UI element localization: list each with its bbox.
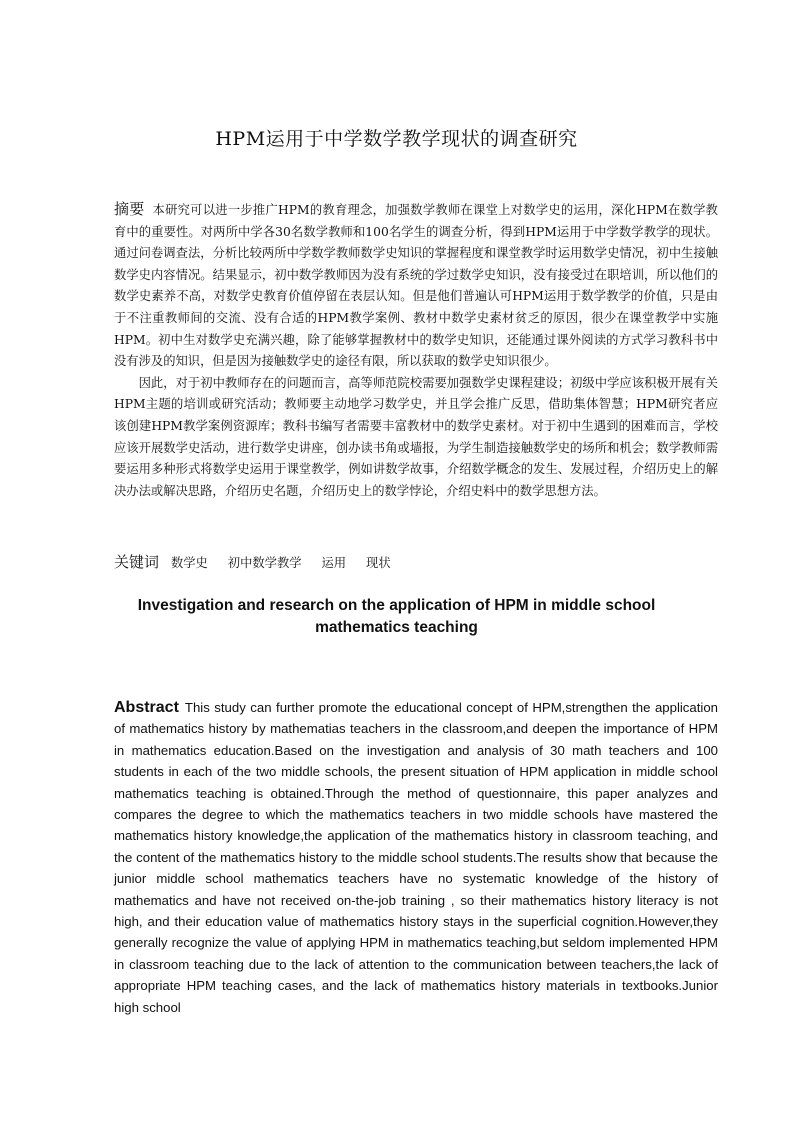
keyword-item: 初中数学教学 (227, 556, 302, 570)
english-title: Investigation and research on the application of HPM in middle school mathematics teaching (137, 597, 656, 636)
chinese-abstract-paragraph-2: 因此，对于初中教师存在的问题而言，高等师范院校需要加强数学史课程建设；初级中学应该积极开展有关HPM主题的培训或研究活动；教师要主动地学习数学史，并且学会推广反思，借助集体智慧；HPM研究者应该创建HPM教学案例资源库；教科书编写者需要丰富教材中的数学史素材。对于初中生遇到的困难而言，学校应该开展数学史活动，进行数学史讲座，创办读书角或墙报，为学生制造接触数学史的场所和机会；数学教师需要运用多种形式将数学史运用于课堂教学，例如讲数学故事，介绍数学概念的发生、发展过程，介绍历史上的解决办法或解决思路，介绍历史名题，介绍历史上的数学悖论，介绍史料中的数学思想方法。 (114, 375, 718, 498)
keyword-item: 运用 (321, 556, 347, 570)
chinese-abstract (114, 199, 718, 502)
english-abstract-label: Abstract (114, 699, 179, 716)
english-abstract (114, 697, 718, 1018)
chinese-abstract-paragraph-1 (114, 199, 718, 373)
english-abstract-text: This study can further promote the educational concept of HPM,strengthen the application of mathematics history by mathematias teachers in the classroom,and deepen the importance of HPM in mathematics education.Based on the investigation and analysis of 30 math teachers and 100 students in each of the two middle schools, the present situation of HPM application in middle school mathematics teaching is obtained.Through the method of questionnaire, this paper analyzes and compares the degree to which the mathematics teachers in two middle schools have mastered the mathematics history knowledge,the application of the mathematics history in classroom teaching, and the content of the mathematics history to the middle school students.The results show that because the junior middle school mathematics teachers have no systematic knowledge of the history of mathematics and have not received on-the-job training , so their mathematics history literacy is not high, and their education value of mathematics history stays in the superficial cognition.However,they generally recognize the value of applying HPM in mathematics teaching,but seldom implemented HPM in classroom teaching due to the lack of attention to the communication between teachers,the lack of appropriate HPM teaching cases, and the lack of mathematics history materials in textbooks.Junior high school (114, 700, 718, 1015)
chinese-keywords (114, 551, 718, 574)
chinese-abstract-label: 摘要 (114, 200, 145, 218)
chinese-abstract-text-1: 本研究可以进一步推广HPM的教育理念，加强数学教师在课堂上对数学史的运用，深化HPM在数学教育中的重要性。对两所中学各30名数学教师和100名学生的调查分析，得到HPM运用于中学数学教学的现状。通过问卷调查法，分析比较两所中学数学教师数学史知识的掌握程度和课堂教学时运用数学史情况，初中生接触数学史内容情况。结果显示，初中数学教师因为没有系统的学过数学史知识，没有接受过在职培训，所以他们的数学史素养不高，对数学史教育价值停留在表层认知。但是他们普遍认可HPM运用于数学教学的价值，只是由于不注重教师间的交流、没有合适的HPM教学案例、教材中数学史素材贫乏的原因，很少在课堂教学中实施HPM。初中生对数学史充满兴趣，除了能够掌握教材中的数学史知识，还能通过课外阅读的方式学习教科书中没有涉及的知识，但是因为接触数学史的途径有限，所以获取的数学史知识很少。 (114, 203, 718, 369)
chinese-keywords-label: 关键词 (114, 553, 160, 571)
chinese-title: HPM运用于中学数学教学现状的调查研究 (215, 128, 578, 150)
keyword-item: 现状 (366, 556, 391, 570)
english-abstract-paragraph (114, 697, 718, 1018)
keyword-item: 数学史 (170, 556, 208, 570)
